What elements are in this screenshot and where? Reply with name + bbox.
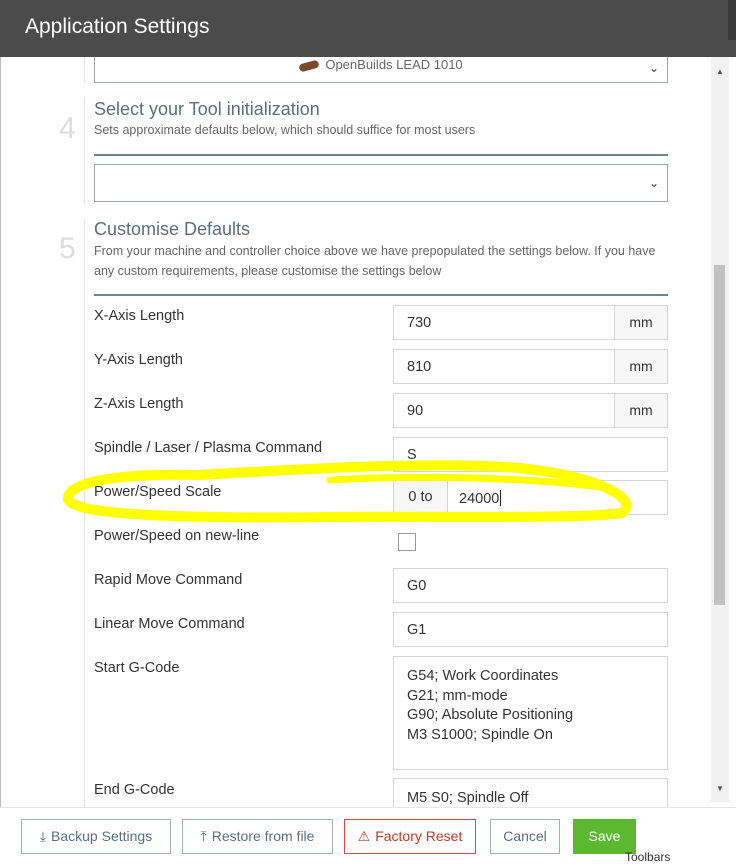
power-scale-group: [393, 480, 668, 515]
z-axis-unit: mm: [614, 394, 667, 427]
restore-from-file-label: Restore from file: [211, 828, 315, 844]
step5-title: Customise Defaults: [94, 219, 251, 239]
linear-move-value: G1: [407, 622, 427, 638]
step4-description: Sets approximate defaults below, which should suffice for most users: [94, 123, 476, 137]
rapid-move-label: Rapid Move Command: [94, 572, 243, 588]
z-axis-label: Z-Axis Length: [94, 396, 184, 412]
step3-connector-line: [84, 57, 85, 82]
power-scale-input[interactable]: [447, 480, 668, 515]
step-number-4: 4: [59, 112, 76, 145]
scrollbar-thumb[interactable]: [714, 265, 725, 605]
y-axis-label: Y-Axis Length: [94, 352, 183, 368]
title-bar-edge: [728, 0, 736, 40]
step5-separator: [94, 294, 668, 296]
end-gcode-textarea[interactable]: M5 S0; Spindle Off: [393, 778, 668, 807]
x-axis-unit: mm: [614, 306, 667, 339]
y-axis-value: 810: [407, 359, 432, 375]
machine-select-value: OpenBuilds LEAD 1010: [325, 57, 463, 72]
chevron-down-icon: ⌄: [648, 61, 659, 75]
upload-icon: ⤒: [200, 828, 207, 844]
dialog-left-border: [0, 57, 1, 807]
machine-select[interactable]: [94, 57, 668, 83]
factory-reset-button[interactable]: [344, 819, 476, 854]
linear-move-input[interactable]: [393, 612, 668, 647]
step5-description: From your machine and controller choice above we have prepopulated the settings below. If you have any custom requirements, please customise the settings below: [94, 244, 656, 278]
step4-connector-line: [84, 97, 85, 203]
power-scale-label: Power/Speed Scale: [94, 484, 222, 500]
tool-init-select[interactable]: [94, 164, 668, 202]
power-scale-value-wrap: [459, 490, 501, 507]
step4-separator: [94, 154, 668, 156]
end-gcode-label: End G-Code: [94, 782, 175, 798]
x-axis-value: 730: [407, 315, 432, 331]
step4-title: Select your Tool initialization: [94, 99, 320, 119]
factory-reset-label: Factory Reset: [375, 828, 463, 844]
z-axis-input[interactable]: [393, 393, 668, 428]
backup-settings-button[interactable]: [21, 819, 171, 854]
x-axis-input[interactable]: [393, 305, 668, 340]
step5-connector-line: [84, 219, 85, 807]
machine-logo-icon: [299, 59, 320, 72]
machine-select-value-wrap: [95, 57, 667, 72]
power-newline-checkbox[interactable]: [398, 533, 416, 551]
chevron-down-icon: ⌄: [648, 176, 659, 190]
save-button[interactable]: Save: [573, 819, 636, 854]
content-scrollbar[interactable]: [711, 57, 729, 802]
start-gcode-textarea[interactable]: G54; Work Coordinates G21; mm-mode G90; Absolute Positioning M3 S1000; Spindle On: [393, 656, 668, 770]
rapid-move-value: G0: [407, 578, 427, 594]
spindle-command-value: S: [407, 447, 417, 463]
x-axis-label: X-Axis Length: [94, 308, 185, 324]
dialog-title: Application Settings: [25, 15, 210, 38]
settings-content: [0, 57, 736, 807]
download-icon: ⤓: [39, 828, 47, 844]
background-toolbars-text: Toolbars: [625, 850, 671, 864]
spindle-command-input[interactable]: [393, 437, 668, 472]
spindle-command-label: Spindle / Laser / Plasma Command: [94, 440, 323, 456]
power-scale-prefix: 0 to: [393, 480, 447, 515]
z-axis-value: 90: [407, 403, 424, 419]
step-number-5: 5: [59, 232, 76, 265]
start-gcode-label: Start G-Code: [94, 660, 180, 676]
dialog-title-bar: [0, 0, 736, 57]
power-scale-value: 24000: [459, 491, 500, 507]
power-newline-label: Power/Speed on new-line: [94, 528, 260, 544]
rapid-move-input[interactable]: [393, 568, 668, 603]
scroll-up-arrow-icon[interactable]: ▲: [716, 67, 724, 76]
y-axis-input[interactable]: [393, 349, 668, 384]
cancel-button[interactable]: Cancel: [490, 819, 560, 854]
scroll-down-arrow-icon[interactable]: ▼: [716, 784, 724, 793]
backup-settings-label: Backup Settings: [51, 828, 153, 844]
text-caret: [500, 490, 501, 506]
linear-move-label: Linear Move Command: [94, 616, 245, 632]
y-axis-unit: mm: [614, 350, 667, 383]
warning-icon: ⚠: [357, 828, 371, 844]
restore-from-file-button[interactable]: [182, 819, 333, 854]
